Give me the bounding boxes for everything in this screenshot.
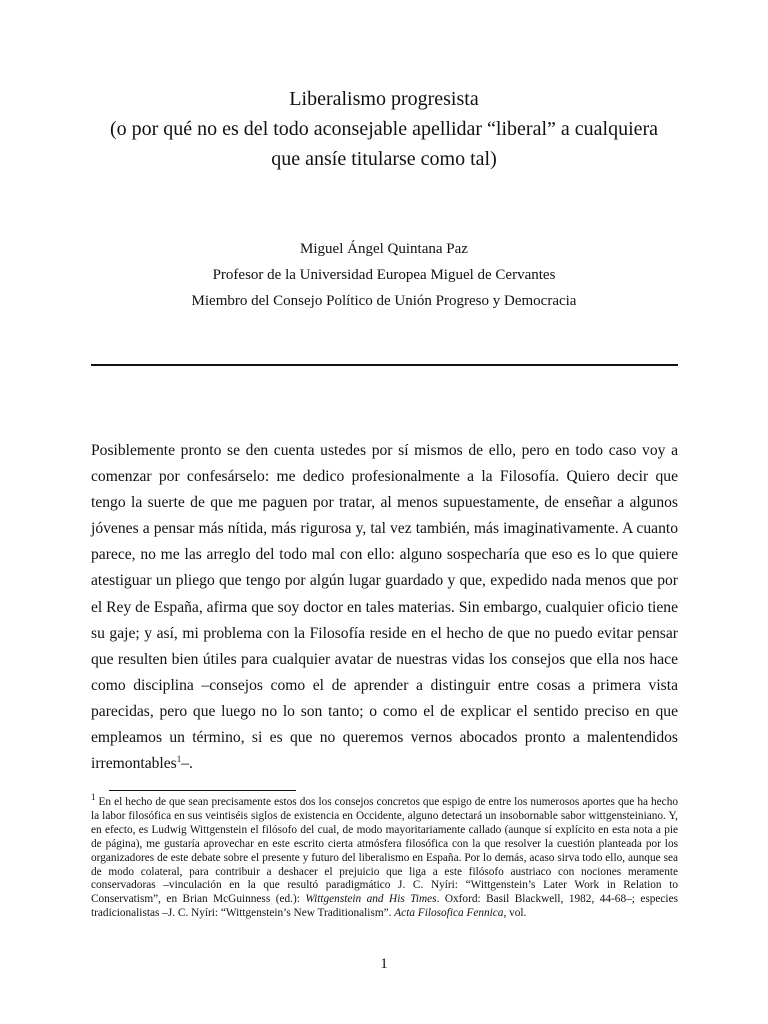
author-name: Miguel Ángel Quintana Paz [300,241,468,257]
title-block [40,84,728,174]
page-number: 1 [380,956,388,972]
footnote [91,792,678,921]
subtitle-line-1: (o por qué no es del todo aconsejable apellidar “liberal” a cualquiera [109,118,659,140]
author-affiliation-1: Profesor de la Universidad Europea Miguel de Cervantes [212,267,556,283]
body-paragraph [91,438,678,777]
body-paragraph-end: –. [181,755,193,773]
footnote-text-b: . Oxford: Basil Blackwell, 1982, 44-68–; especies tradicionalistas –J. C. Nyíri: “Wittgenstein’s New Traditionalism”. [91,893,678,920]
footnote-separator [109,790,296,791]
title: Liberalismo progresista [289,88,479,110]
footnote-reference: 1 [176,753,182,764]
body-paragraph-text: Posiblemente pronto se den cuenta ustedes por sí mismos de ello, pero en todo caso voy a comenzar por confesárselo: me dedico profesionalmente a la Filosofía. Quiero decir que tengo la suerte de que me paguen por tratar, al menos supuestamente, de enseñar a algunos jóvenes a pensar más nítida, más rigurosa y, tal vez también, más imaginativamente. A cuanto parece, no me las arreglo del todo mal con ello: alguno sospecharía que eso es lo que quiere atestiguar un pliego que tengo por algún lugar guardado y que, expedido nada menos que por el Rey de España, afirma que soy doctor en tales materias. Sin embargo, cualquier oficio tiene su gaje; y así, mi problema con la Filosofía reside en el hecho de que no puedo evitar pensar que resulten bien útiles para cualquier avatar de nuestras vidas los consejos que ella nos hace como disciplina –consejos como el de aprender a distinguir entre cosas a primera vista parecidas, pero que luego no lo son tanto; o como el de explicar el sentido preciso en que empleamos un término, si es que no queremos vernos abocados pronto a malentendidos irremontables [91,442,678,773]
author-affiliation-2: Miembro del Consejo Político de Unión Progreso y Democracia [191,293,577,309]
title-divider [91,364,678,366]
footnote-text-c: , vol. [503,907,527,920]
footnote-journal-title: Acta Filosofica Fennica [394,907,504,920]
subtitle-line-2: que ansíe titularse como tal) [271,148,497,170]
footnote-text-a: En el hecho de que sean precisamente estos dos los consejos concretos que espigo de entre los numerosos aportes que ha hecho la labor filosófica en sus veintiséis siglos de existencia en Occidente, alguno detectará un insobornable sabor wittgensteiniano. Y, en efecto, es Ludwig Wittgenstein el filósofo del cual, de modo mayoritariamente callado (aunque sí explícito en esta nota a pie de página), me gustaría aprovechar en este escrito cierta atmósfera filosófica con la que resolver la cuestión planteada por los organizadores de este debate sobre el presente y futuro del liberalismo en España. Por lo demás, acaso sirva todo ello, aunque sea de modo colateral, para contribuir a deshacer el prejuicio que liga a este filósofo austriaco con nociones meramente conservadoras –vinculación en la que resultó paradigmático J. C. Nyíri: “Wittgenstein’s Later Work in Relation to Conservatism”, en Brian McGuinness (ed.): [91,796,678,906]
footnote-number: 1 [91,792,96,803]
author-block [40,236,728,314]
footnote-book-title: Wittgenstein and His Times [305,893,437,906]
